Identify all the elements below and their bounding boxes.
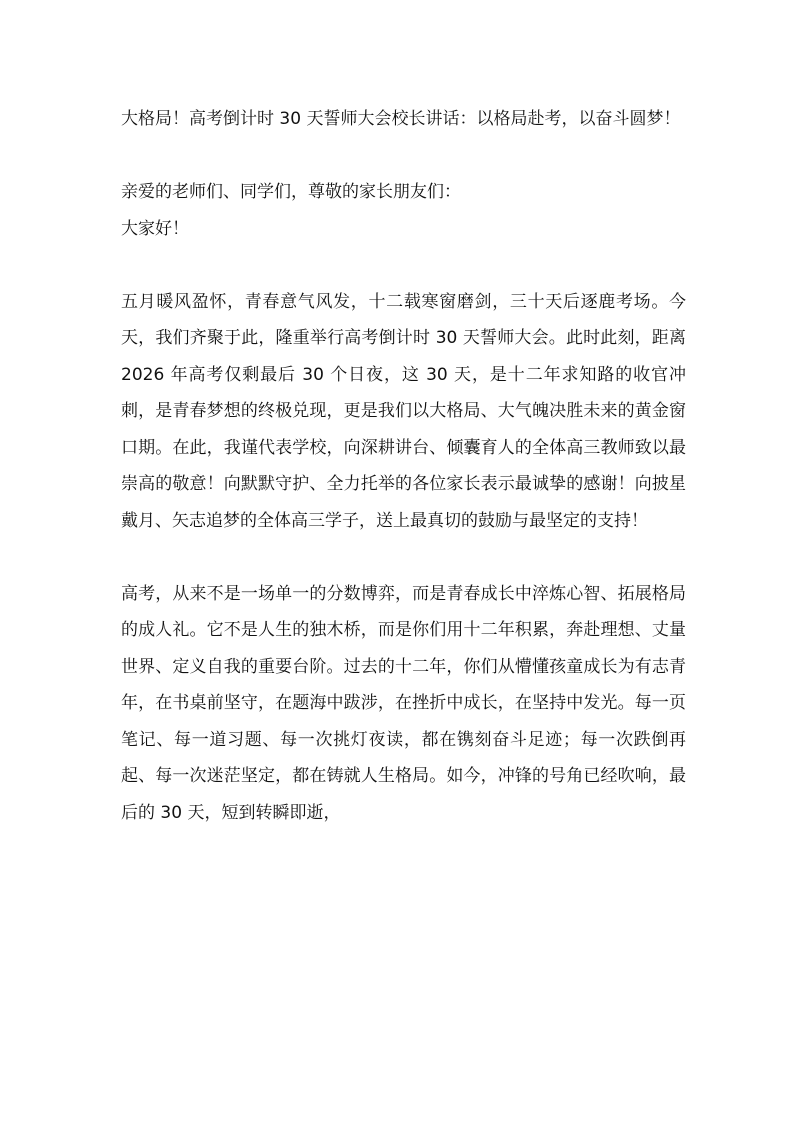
body-paragraph: 五月暖风盈怀，青春意气风发，十二载寒窗磨剑，三十天后逐鹿考场。今天，我们齐聚于此，隆重举行高考倒计时 30 天誓师大会。此时此刻，距离 2026 年高考仅剩最后 30 个日夜，这 30 天，是十二年求知路的收官冲刺，是青春梦想的终极兑现，更是我们以大格局、大气魄决胜未来的黄金窗口期。在此，我谨代表学校，向深耕讲台、倾囊育人的全体高三教师致以最崇高的敬意！向默默守护、全力托举的各位家长表示最诚挚的感谢！向披星戴月、矢志追梦的全体高三学子，送上最真切的鼓励与最坚定的支持！ [121,291,686,531]
paragraph-spacer [121,138,686,175]
document-body [121,101,686,831]
paragraph-spacer [121,247,686,284]
document-title: 大格局！高考倒计时 30 天誓师大会校长讲话：以格局赴考，以奋斗圆梦！ [121,109,681,129]
body-paragraph: 高考，从来不是一场单一的分数博弈，而是青春成长中淬炼心智、拓展格局的成人礼。它不是人生的独木桥，而是你们用十二年积累，奔赴理想、丈量世界、定义自我的重要台阶。过去的十二年，你们从懵懂孩童成长为有志青年，在书桌前坚守，在题海中跋涉，在挫折中成长，在坚持中发光。每一页笔记、每一道习题、每一次挑灯夜读，都在镌刻奋斗足迹；每一次跌倒再起、每一次迷茫坚定，都在铸就人生格局。如今，冲锋的号角已经吹响，最后的 30 天，短到转瞬即逝， [121,583,686,823]
paragraph-spacer [121,539,686,576]
salutation: 亲爱的老师们、同学们，尊敬的家长朋友们： [121,182,461,202]
greeting: 大家好！ [121,218,189,239]
